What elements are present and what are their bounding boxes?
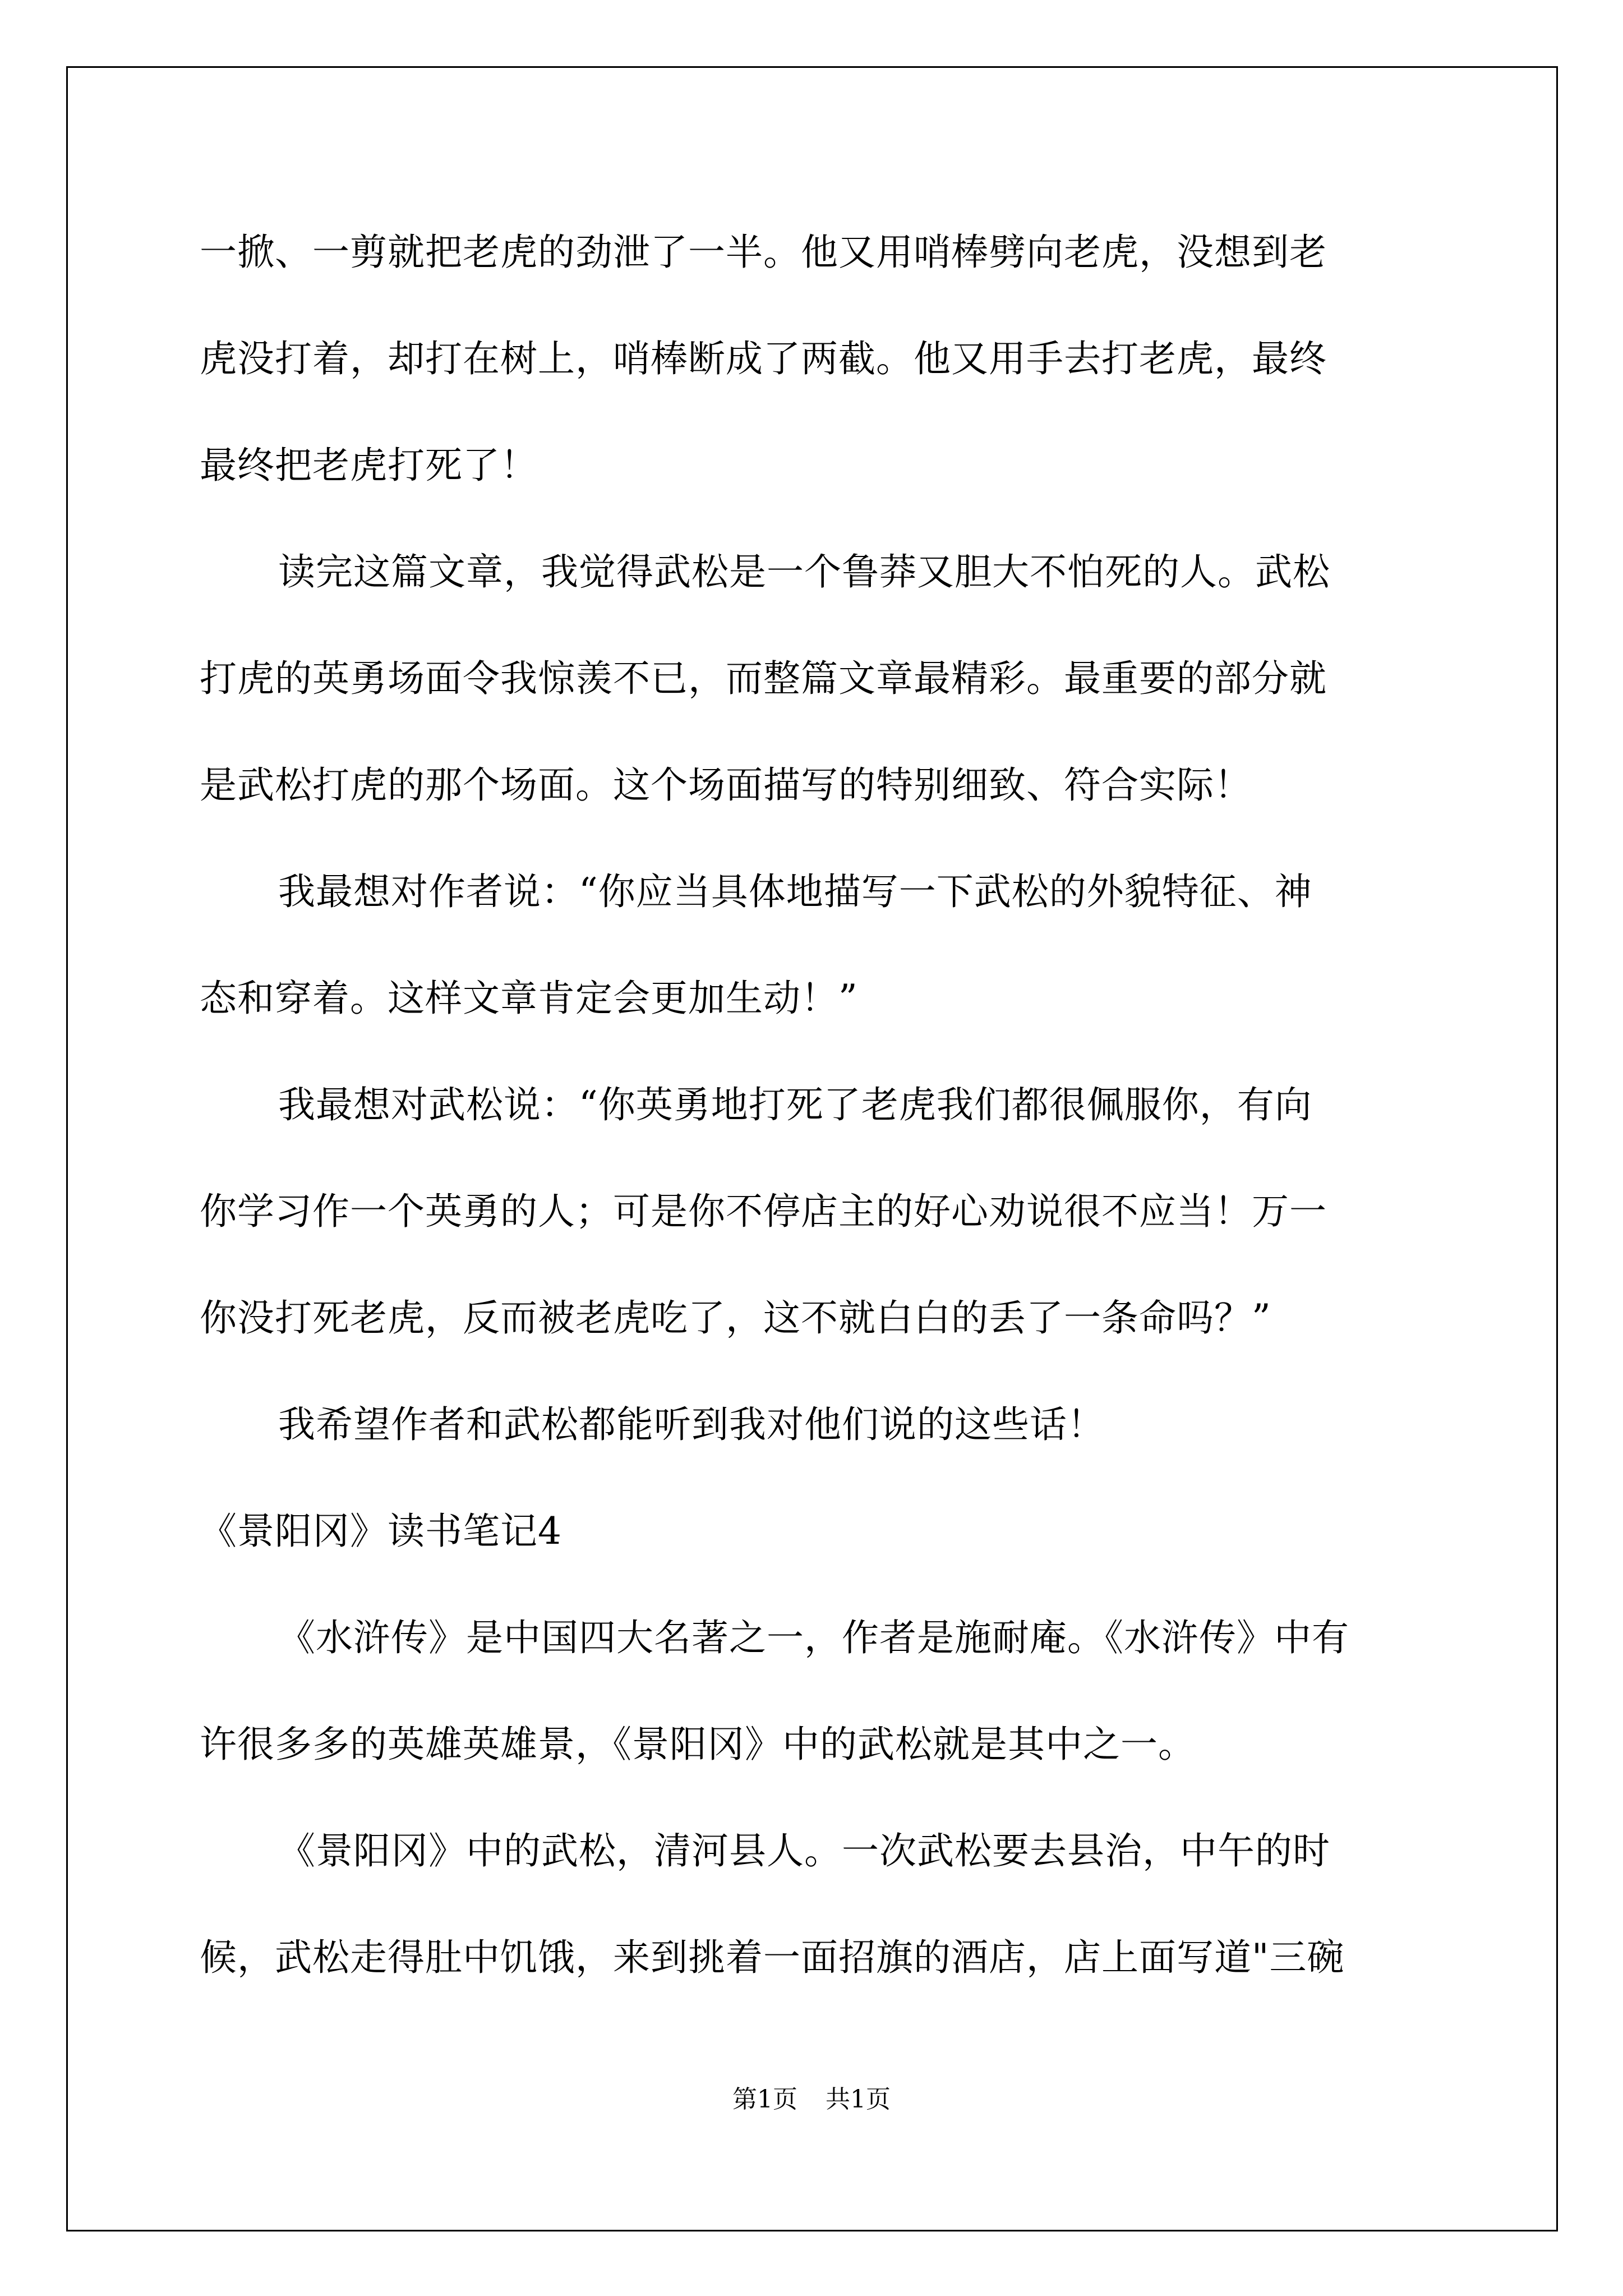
text-line: 虎没打着，却打在树上，哨棒断成了两截。他又用手去打老虎，最终 (200, 337, 1327, 380)
text-line: 候，武松走得肚中饥饿，来到挑着一面招旗的酒店，店上面写道"三碗 (200, 1936, 1345, 1979)
page-footer (0, 2086, 1623, 2114)
text-line: 许很多多的英雄英雄景，《景阳冈》中的武松就是其中之一。 (200, 1723, 1196, 1766)
page-total: 共1页 (826, 2085, 891, 2114)
text-line: 《水浒传》是中国四大名著之一，作者是施耐庵。《水浒传》中有 (278, 1616, 1349, 1659)
text-line: 读完这篇文章，我觉得武松是一个鲁莽又胆大不怕死的人。武松 (278, 550, 1330, 593)
text-line: 《景阳冈》中的武松，清河县人。一次武松要去县治，中午的时 (278, 1829, 1330, 1872)
text-line: 是武松打虎的那个场面。这个场面描写的特别细致、符合实际！ (200, 763, 1252, 807)
text-line: 一掀、一剪就把老虎的劲泄了一半。他又用哨棒劈向老虎，没想到老 (200, 231, 1327, 274)
text-line: 最终把老虎打死了！ (200, 444, 538, 487)
text-line: 我最想对作者说：“你应当具体地描写一下武松的外貌特征、神 (278, 870, 1312, 913)
text-line: 你没打死老虎，反而被老虎吃了，这不就白白的丢了一条命吗？” (200, 1296, 1271, 1340)
text-line: 我最想对武松说：“你英勇地打死了老虎我们都很佩服你，有向 (278, 1083, 1312, 1126)
text-line: 你学习作一个英勇的人；可是你不停店主的好心劝说很不应当！万一 (200, 1190, 1327, 1233)
text-line: 打虎的英勇场面令我惊羡不已，而整篇文章最精彩。最重要的部分就 (200, 657, 1327, 700)
page-border (66, 66, 1558, 2231)
section-heading: 《景阳冈》读书笔记4 (200, 1510, 562, 1553)
text-line: 态和穿着。这样文章肯定会更加生动！” (200, 977, 858, 1020)
text-line: 我希望作者和武松都能听到我对他们说的这些话！ (278, 1403, 1105, 1446)
page-number: 第1页 (732, 2085, 797, 2114)
